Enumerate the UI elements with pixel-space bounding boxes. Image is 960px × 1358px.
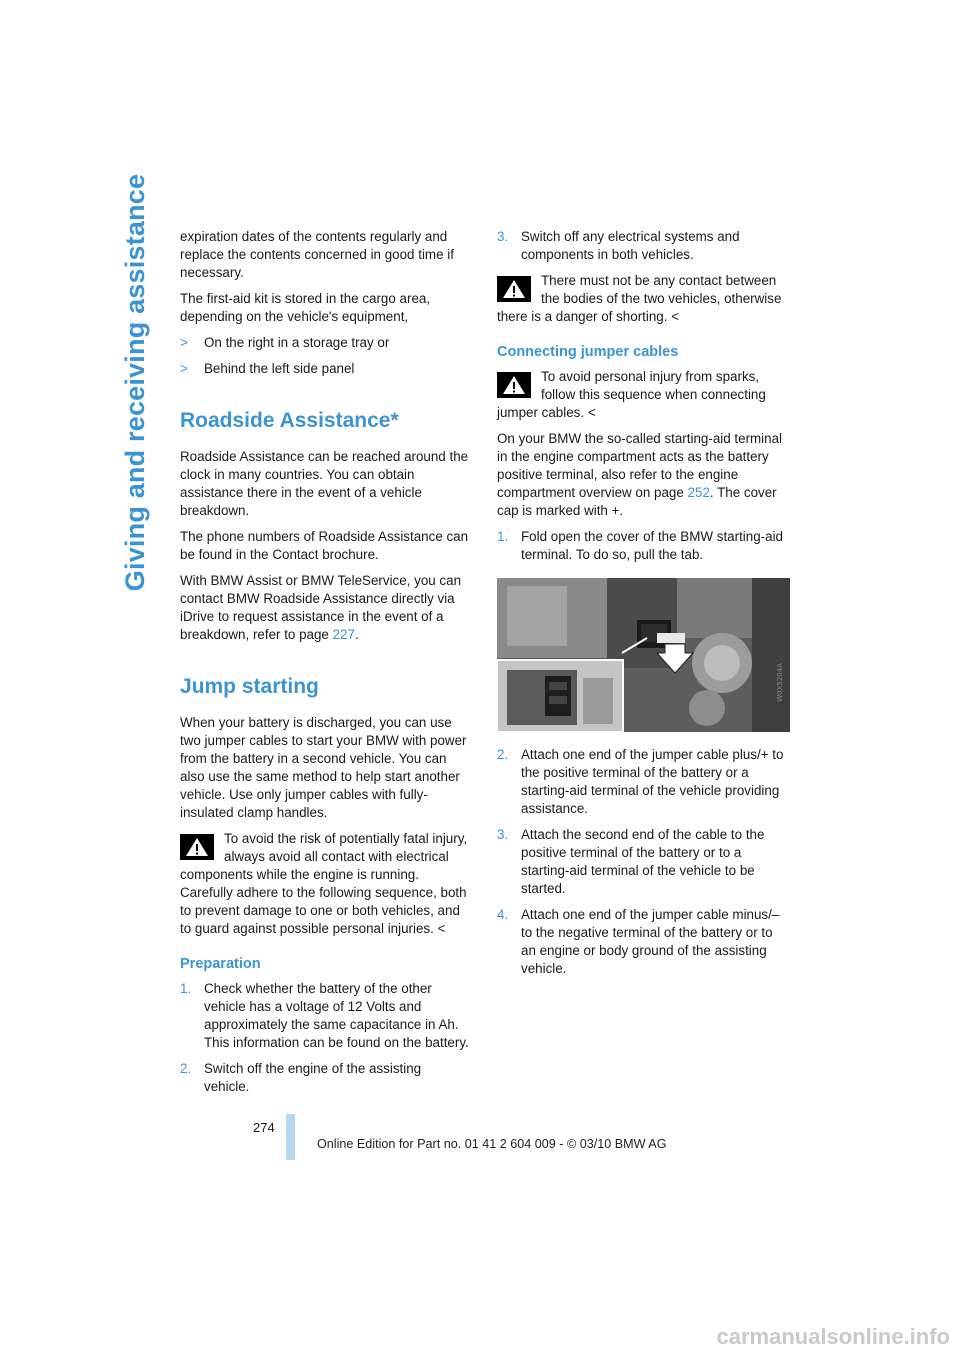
end-mark: < <box>437 921 446 936</box>
step-number: 3. <box>497 229 509 244</box>
step-text: Attach one end of the jumper cable plus/+ to the positive terminal of the battery or a starting-aid terminal of the vehicle providing assistance. <box>521 747 784 816</box>
step-text: Attach one end of the jumper cable minus/– to the negative terminal of the battery or to an engine or body ground of the assisting vehicle. <box>521 907 780 976</box>
engine-compartment-photo <box>497 578 790 732</box>
heading-preparation: Preparation <box>180 956 261 972</box>
paragraph: The first-aid kit is stored in the cargo area, depending on the vehicle's equipment, <box>180 291 431 324</box>
list-item <box>497 906 787 978</box>
step-text: Fold open the cover of the BMW starting-aid terminal. To do so, pull the tab. <box>521 529 783 562</box>
bullet-marker: > <box>180 335 188 350</box>
right-column <box>497 228 787 986</box>
step-text: Switch off the engine of the assisting vehicle. <box>204 1061 422 1094</box>
list-item <box>497 746 787 818</box>
bullet-marker: > <box>180 361 188 376</box>
step-number: 2. <box>180 1061 192 1076</box>
heading-roadside-assistance: Roadside Assistance* <box>180 409 399 432</box>
step-number: 3. <box>497 827 509 842</box>
warning-text: To avoid personal injury from sparks, follow this sequence when connecting jumper cables. <box>497 369 766 420</box>
list-item-text: Behind the left side panel <box>204 361 355 376</box>
list-item-text: On the right in a storage tray or <box>204 335 390 350</box>
edition-notice: Online Edition for Part no. 01 41 2 604 009 - © 03/10 BMW AG <box>317 1137 667 1151</box>
list-item <box>180 360 470 378</box>
paragraph-end: . The cover cap is marked with +. <box>497 485 777 518</box>
watermark: carmanualsonline.info <box>716 1324 950 1349</box>
list-item <box>497 528 787 564</box>
heading-jump-starting: Jump starting <box>180 675 319 698</box>
step-number: 2. <box>497 747 509 762</box>
heading-connecting-jumper-cables: Connecting jumper cables <box>497 344 679 360</box>
paragraph: Roadside Assistance can be reached around the clock in many countries. You can obtain assistance there in the event of a vehicle breakdown. <box>180 449 469 518</box>
warning-text: To avoid the risk of potentially fatal injury, always avoid all contact with electrical components while the engine is running. Carefully adhere to the following sequence, both to prevent damage to one or both vehicles, and to guard against possible personal injuries. <box>180 831 468 936</box>
step-text: Attach the second end of the cable to the positive terminal of the battery or to a starting-aid terminal of the vehicle to be started. <box>521 827 765 896</box>
paragraph: When your battery is discharged, you can use two jumper cables to start your BMW with power from the battery in a second vehicle. You can also use the same method to help start another vehicle. Use only jumper cables with fully-insulated clamp handles. <box>180 715 467 820</box>
section-side-title <box>112 62 160 702</box>
list-item <box>180 1060 470 1096</box>
step-number: 1. <box>180 981 192 996</box>
page-reference-link[interactable]: 227 <box>332 627 355 642</box>
section-side-title-text: Giving and receiving assistance <box>120 173 151 591</box>
list-item <box>180 980 470 1052</box>
step-text: Check whether the battery of the other vehicle has a voltage of 12 Volts and approximately the same capacitance in Ah. This information can be found on the battery. <box>204 981 469 1050</box>
page-reference-link[interactable]: 252 <box>687 485 710 500</box>
warning-text: There must not be any contact between the bodies of the two vehicles, otherwise there is a danger of shorting. <box>497 273 782 324</box>
paragraph-text: On your BMW the so-called starting-aid terminal in the engine compartment acts as the battery positive terminal, also refer to the engine compartment overview on page <box>497 431 783 500</box>
warning-triangle-icon <box>497 276 531 302</box>
warning-note <box>497 368 787 422</box>
end-mark: < <box>587 405 596 420</box>
engine-photo-illustration <box>497 578 790 732</box>
list-item <box>497 826 787 898</box>
warning-triangle-icon <box>180 834 214 860</box>
page-number: 274 <box>253 1120 275 1135</box>
paragraph-text: With BMW Assist or BMW TeleService, you can contact BMW Roadside Assistance directly via iDrive to request assistance in the event of a breakdown, refer to page <box>180 573 462 642</box>
paragraph-end: . <box>354 627 359 642</box>
left-column <box>180 228 470 1104</box>
paragraph <box>180 572 470 644</box>
step-number: 4. <box>497 907 509 922</box>
step-number: 1. <box>497 529 509 544</box>
paragraph <box>497 430 787 520</box>
footer-accent-bar <box>286 1114 295 1160</box>
warning-triangle-icon <box>497 372 531 398</box>
paragraph: The phone numbers of Roadside Assistance can be found in the Contact brochure. <box>180 529 469 562</box>
step-text: Switch off any electrical systems and components in both vehicles. <box>521 229 740 262</box>
warning-note <box>497 272 787 326</box>
list-item <box>497 228 787 264</box>
paragraph: expiration dates of the contents regularly and replace the contents concerned in good time if necessary. <box>180 229 454 280</box>
end-mark: < <box>671 309 680 324</box>
photo-reference-code: W0X5204A <box>776 663 784 702</box>
warning-note <box>180 830 470 938</box>
list-item <box>180 334 470 352</box>
